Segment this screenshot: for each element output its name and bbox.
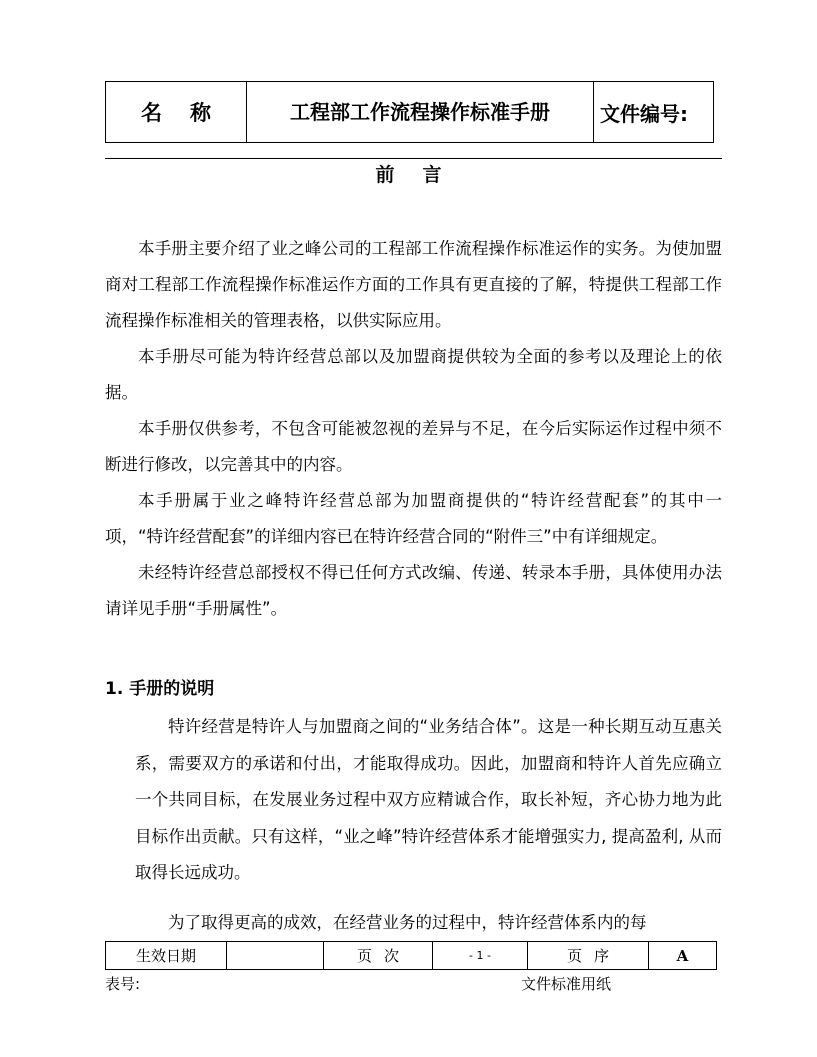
sequence-value: A: [649, 942, 717, 970]
document-title: 工程部工作流程操作标准手册: [247, 82, 594, 143]
paragraph: 为了取得更高的成效，在经营业务的过程中，特许经营体系内的每: [168, 912, 647, 932]
paragraph: 本手册属于业之峰特许经营总部为加盟商提供的“特许经营配套”的其中一项，“特许经营配套”的详细内容已在特许经营合同的“附件三”中有详细规定。: [105, 491, 722, 546]
document-number-label: 文件编号:: [594, 82, 714, 143]
effective-date-value: [227, 942, 324, 970]
sequence-label: 页序: [528, 942, 649, 970]
form-number-label: 表号:: [105, 975, 141, 993]
preface-body: [105, 231, 722, 627]
paragraph: 特许经营是特许人与加盟商之间的“业务结合体”。这是一种长期互动互惠关系，需要双方的承诺和付出，才能取得成功。因此，加盟商和特许人首先应确立一个共同目标，在发展业务过程中双方应精诚合作，取长补短，齐心协力地为此目标作出贡献。只有这样，“业之峰”特许经营体系才能增强实力, 提高盈利, 从而取得长远成功。: [135, 717, 722, 882]
paragraph: 本手册仅供参考，不包含可能被忽视的差异与不足，在今后实际运作过程中须不断进行修改，以完善其中的内容。: [105, 419, 722, 474]
page-label: 页次: [324, 942, 433, 970]
document-footer-table: [105, 941, 717, 970]
page-number: - 1 -: [433, 942, 528, 970]
effective-date-label: 生效日期: [106, 942, 227, 970]
paragraph: 未经特许经营总部授权不得已任何方式改编、传递、转录本手册，具体使用办法请详见手册“手册属性”。: [105, 563, 722, 618]
preface-title: 前言: [375, 164, 470, 186]
paragraph: 本手册主要介绍了业之峰公司的工程部工作流程操作标准运作的实务。为使加盟商对工程部工作流程操作标准运作方面的工作具有更直接的了解，特提供工程部工作流程操作标准相关的管理表格，以供实际应用。: [105, 239, 722, 330]
name-label: 名称: [106, 82, 247, 143]
section-heading: 1. 手册的说明: [105, 679, 215, 699]
paper-standard-note: 文件标准用纸: [521, 975, 612, 993]
document-header-table: [105, 81, 714, 143]
paragraph: 本手册尽可能为特许经营总部以及加盟商提供较为全面的参考以及理论上的依据。: [105, 347, 722, 402]
section-body: [135, 709, 722, 941]
header-divider: [105, 158, 722, 159]
